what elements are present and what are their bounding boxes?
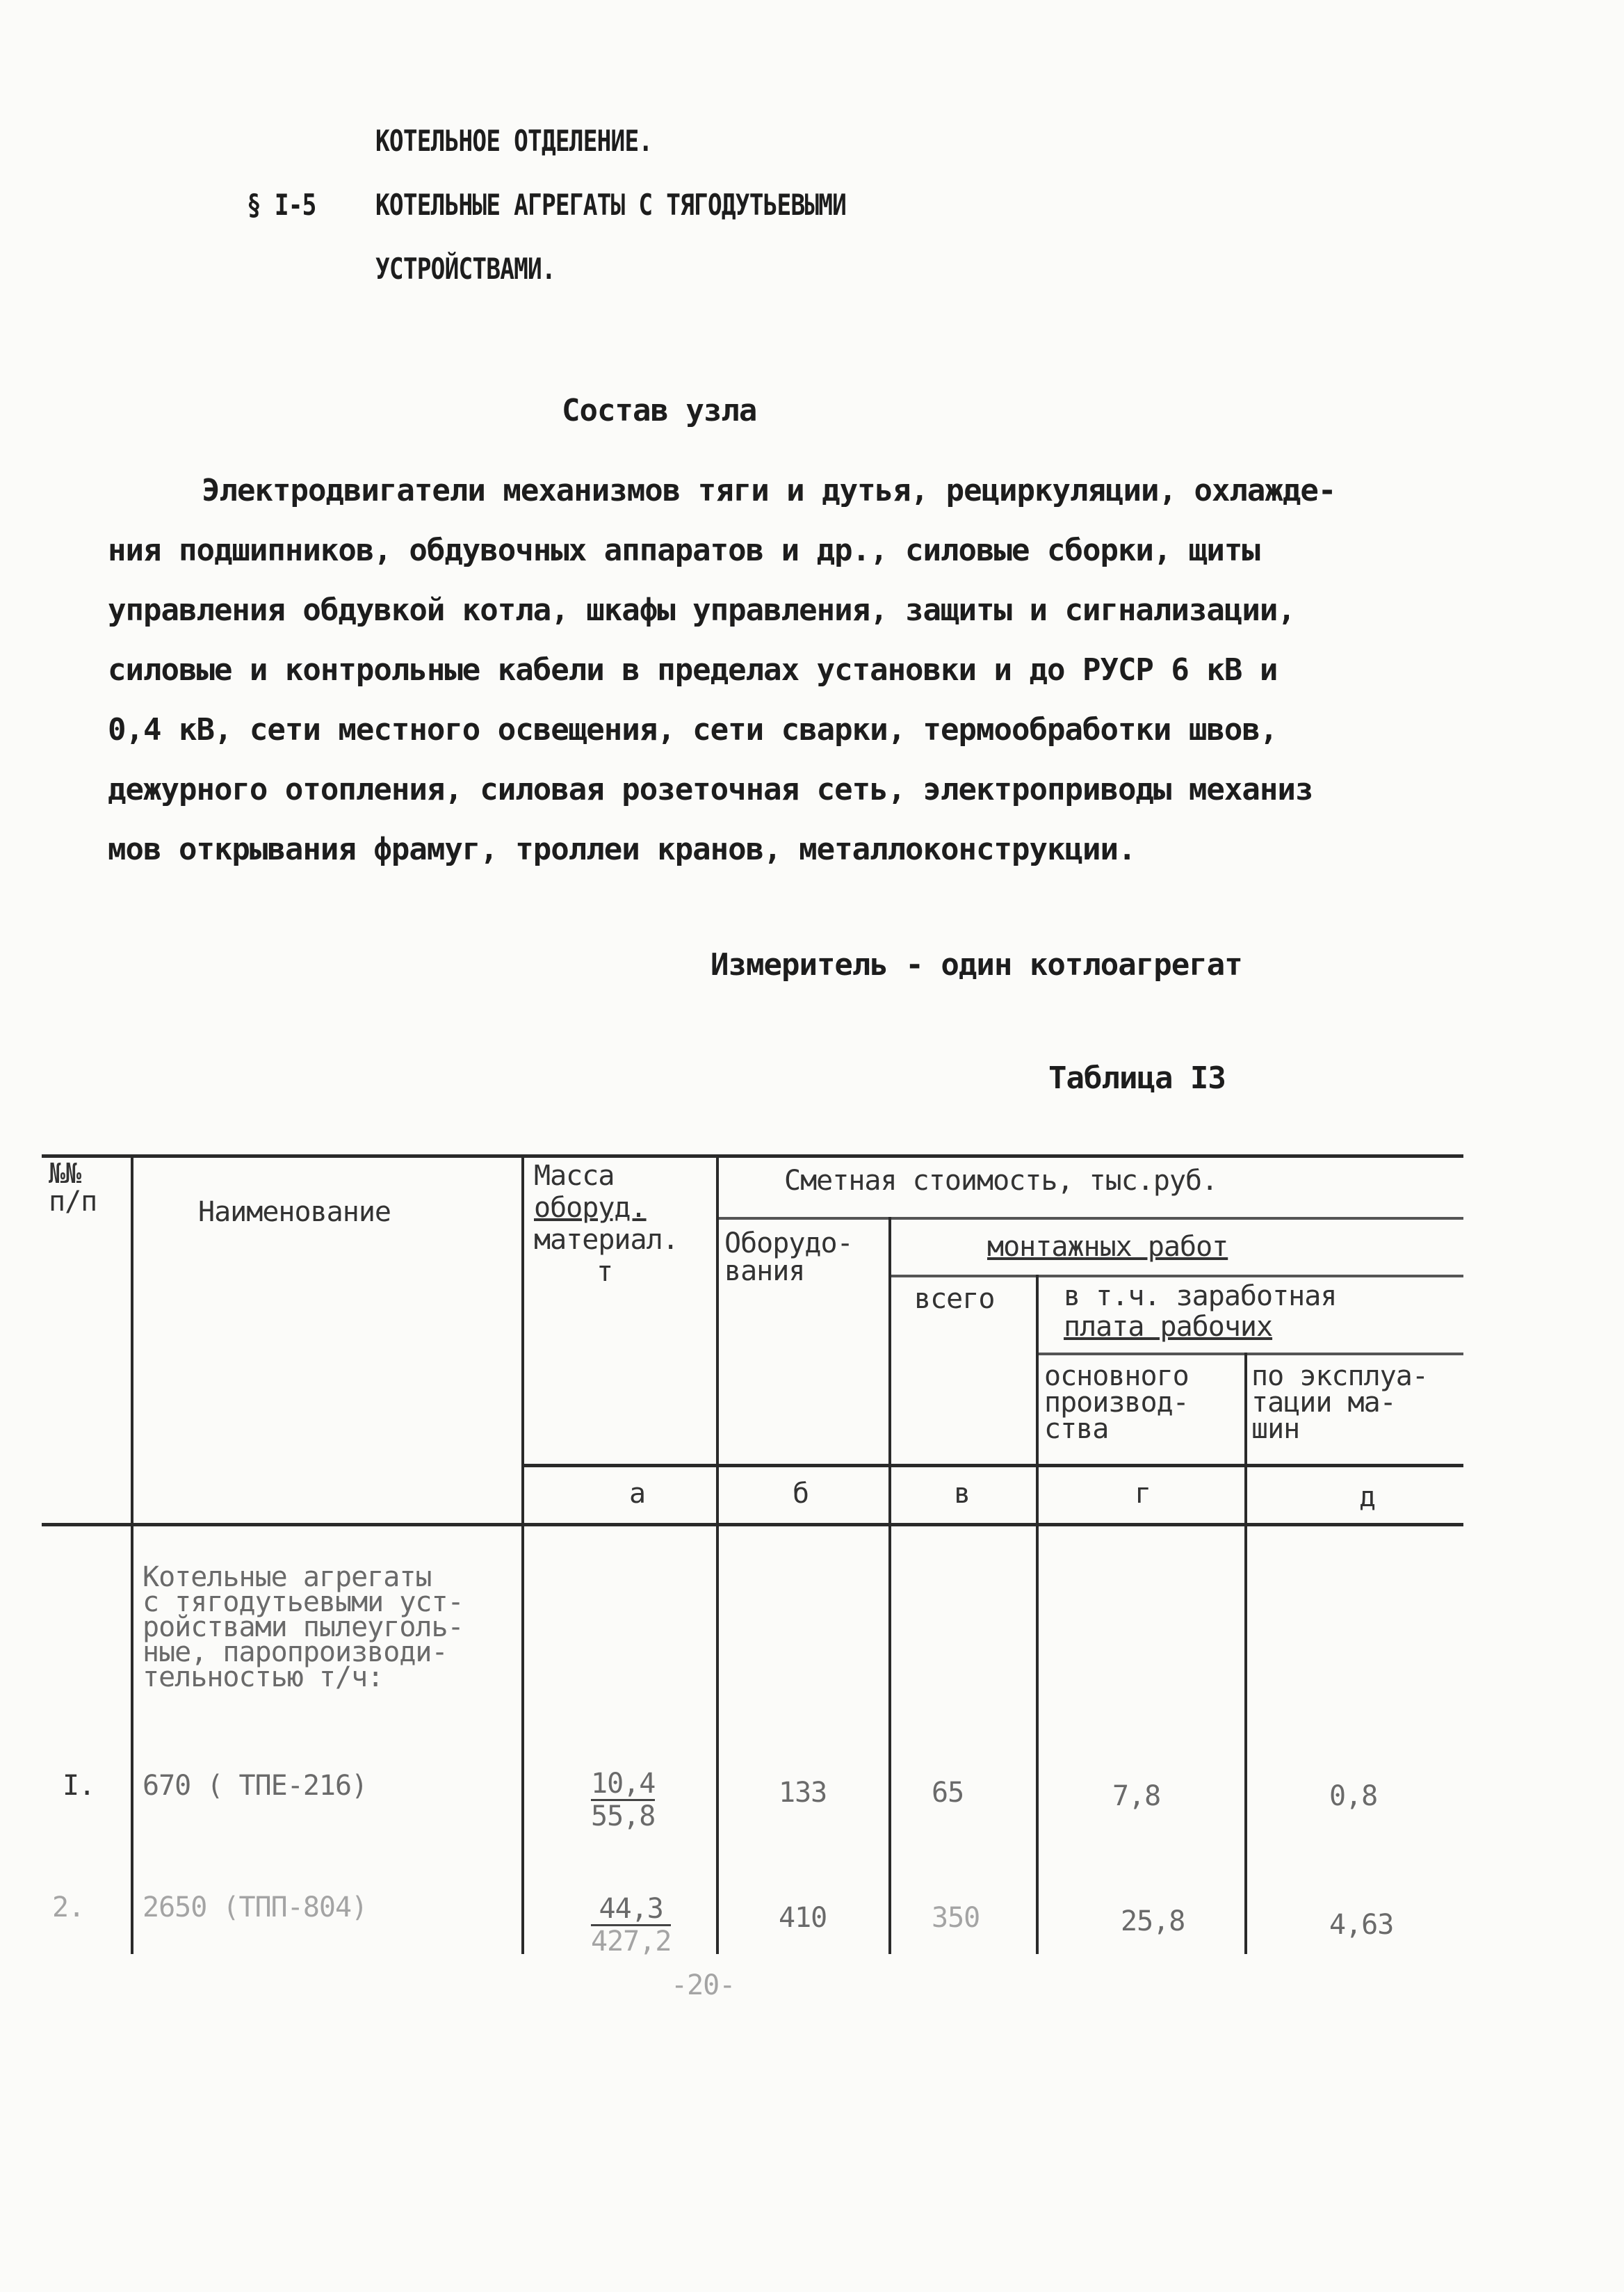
group-label (143, 1561, 464, 1693)
col-header-cost: Сметная стоимость, тыс.руб. (784, 1165, 1218, 1197)
page-number: -20- (671, 1969, 736, 2001)
col-header-equipment (724, 1229, 853, 1285)
col-header-number-line2: п/п (49, 1186, 97, 1218)
paragraph-line: 0,4 кВ, сети местного освещения, сети сварки, термообработки швов, (108, 712, 1278, 748)
row-equipment-cost: 410 (779, 1902, 827, 1934)
group-line: тельностью т/ч: (143, 1661, 384, 1693)
paragraph-line: ния подшипников, обдувочных аппаратов и др., силовые сборки, щиты (108, 533, 1260, 568)
col-header-name: Наименование (198, 1196, 391, 1228)
row-wages-machines: 0,8 (1329, 1780, 1378, 1812)
letter-g: г (1135, 1478, 1151, 1510)
paragraph-line: мов открывания фрамуг, троллеи кранов, металлоконструкции. (108, 832, 1136, 867)
row-number: I. (63, 1770, 95, 1802)
row-wages-machines: 4,63 (1329, 1909, 1394, 1941)
mass-unit-label: т (596, 1256, 613, 1288)
paragraph-line: силовые и контрольные кабели в пределах установки и до РУСР 6 кВ и (108, 652, 1278, 688)
mass-equipment: 44,3 (591, 1895, 671, 1926)
machines-line1: по эксплуа- (1251, 1360, 1428, 1392)
main-production-line3: ства (1044, 1413, 1109, 1445)
row-install-total: 65 (932, 1777, 964, 1809)
cost-header-divider (716, 1217, 1463, 1220)
wages-header-divider (1036, 1353, 1463, 1355)
equipment-label-line1: Оборудо- (724, 1227, 853, 1259)
group-line: с тягодутьевыми уст- (143, 1586, 464, 1618)
row-wages-main: 7,8 (1112, 1780, 1161, 1812)
letter-v: в (954, 1478, 971, 1510)
letters-row-top (521, 1464, 1463, 1467)
letter-b: б (793, 1478, 809, 1510)
mass-equipment: 10,4 (591, 1768, 656, 1800)
mass-material: 427,2 (591, 1926, 672, 1958)
header-bottom-border (42, 1523, 1463, 1526)
mass-label: Масса (534, 1160, 615, 1192)
col-header-machines (1251, 1360, 1428, 1445)
row-name: 2650 (ТПП-804) (143, 1891, 368, 1923)
machines-line2: тации ма- (1251, 1387, 1396, 1419)
paragraph-line: дежурного отопления, силовая розеточная сеть, электроприводы механиз (108, 772, 1313, 807)
col-divider (716, 1154, 719, 1954)
col-header-total: всего (914, 1283, 995, 1315)
col-divider (521, 1154, 524, 1954)
col-header-install: монтажных работ (987, 1231, 1228, 1263)
col-divider (1244, 1353, 1247, 1954)
section-number: § I-5 (247, 188, 316, 222)
mass-material: 55,8 (591, 1800, 656, 1832)
col-header-wages (1064, 1281, 1336, 1342)
table-title: Таблица I3 (1048, 1060, 1226, 1096)
wages-label-line2: плата рабочих (1064, 1311, 1273, 1343)
col-header-main-production (1044, 1360, 1189, 1445)
letter-a: а (629, 1478, 646, 1510)
meter-label: Измеритель - один котлоагрегат (710, 947, 1242, 983)
equipment-label-line2: вания (724, 1255, 805, 1287)
col-divider (131, 1154, 133, 1954)
col-header-mass (534, 1160, 679, 1288)
main-production-line2: производ- (1044, 1387, 1189, 1419)
section-title-line1: КОТЕЛЬНЫЕ АГРЕГАТЫ С ТЯГОДУТЬЕВЫМИ (375, 188, 847, 222)
group-line: ные, паропроизводи- (143, 1636, 448, 1668)
row-number: 2. (52, 1891, 85, 1923)
row-mass (591, 1893, 672, 1958)
col-divider (888, 1217, 891, 1954)
group-line: ройствами пылеуголь- (143, 1611, 464, 1643)
mass-material-label: материал. (534, 1224, 679, 1256)
col-divider (1036, 1275, 1039, 1954)
install-header-divider (888, 1275, 1463, 1277)
main-production-line1: основного (1044, 1360, 1189, 1392)
machines-line3: шин (1251, 1413, 1300, 1445)
composition-title: Состав узла (562, 393, 757, 428)
paragraph-line: управления обдувкой котла, шкафы управления, защиты и сигнализации, (108, 592, 1295, 628)
col-header-number (49, 1160, 97, 1216)
wages-label-line1: в т.ч. заработная (1064, 1280, 1337, 1312)
row-equipment-cost: 133 (779, 1777, 827, 1809)
section-heading: КОТЕЛЬНОЕ ОТДЕЛЕНИЕ. (375, 124, 653, 158)
paragraph-line: Электродвигатели механизмов тяги и дутья, рециркуляции, охлажде- (202, 473, 1336, 508)
letter-d: д (1359, 1481, 1376, 1513)
table-top-border (42, 1154, 1463, 1158)
mass-equipment-label: оборуд. (534, 1192, 647, 1224)
col-header-number-line1: №№ (49, 1158, 81, 1190)
section-title-line2: УСТРОЙСТВАМИ. (375, 252, 555, 286)
row-name: 670 ( ТПЕ-216) (143, 1770, 368, 1802)
row-mass (591, 1770, 655, 1830)
row-install-total: 350 (932, 1902, 980, 1934)
group-line: Котельные агрегаты (143, 1561, 432, 1593)
row-wages-main: 25,8 (1121, 1905, 1185, 1937)
